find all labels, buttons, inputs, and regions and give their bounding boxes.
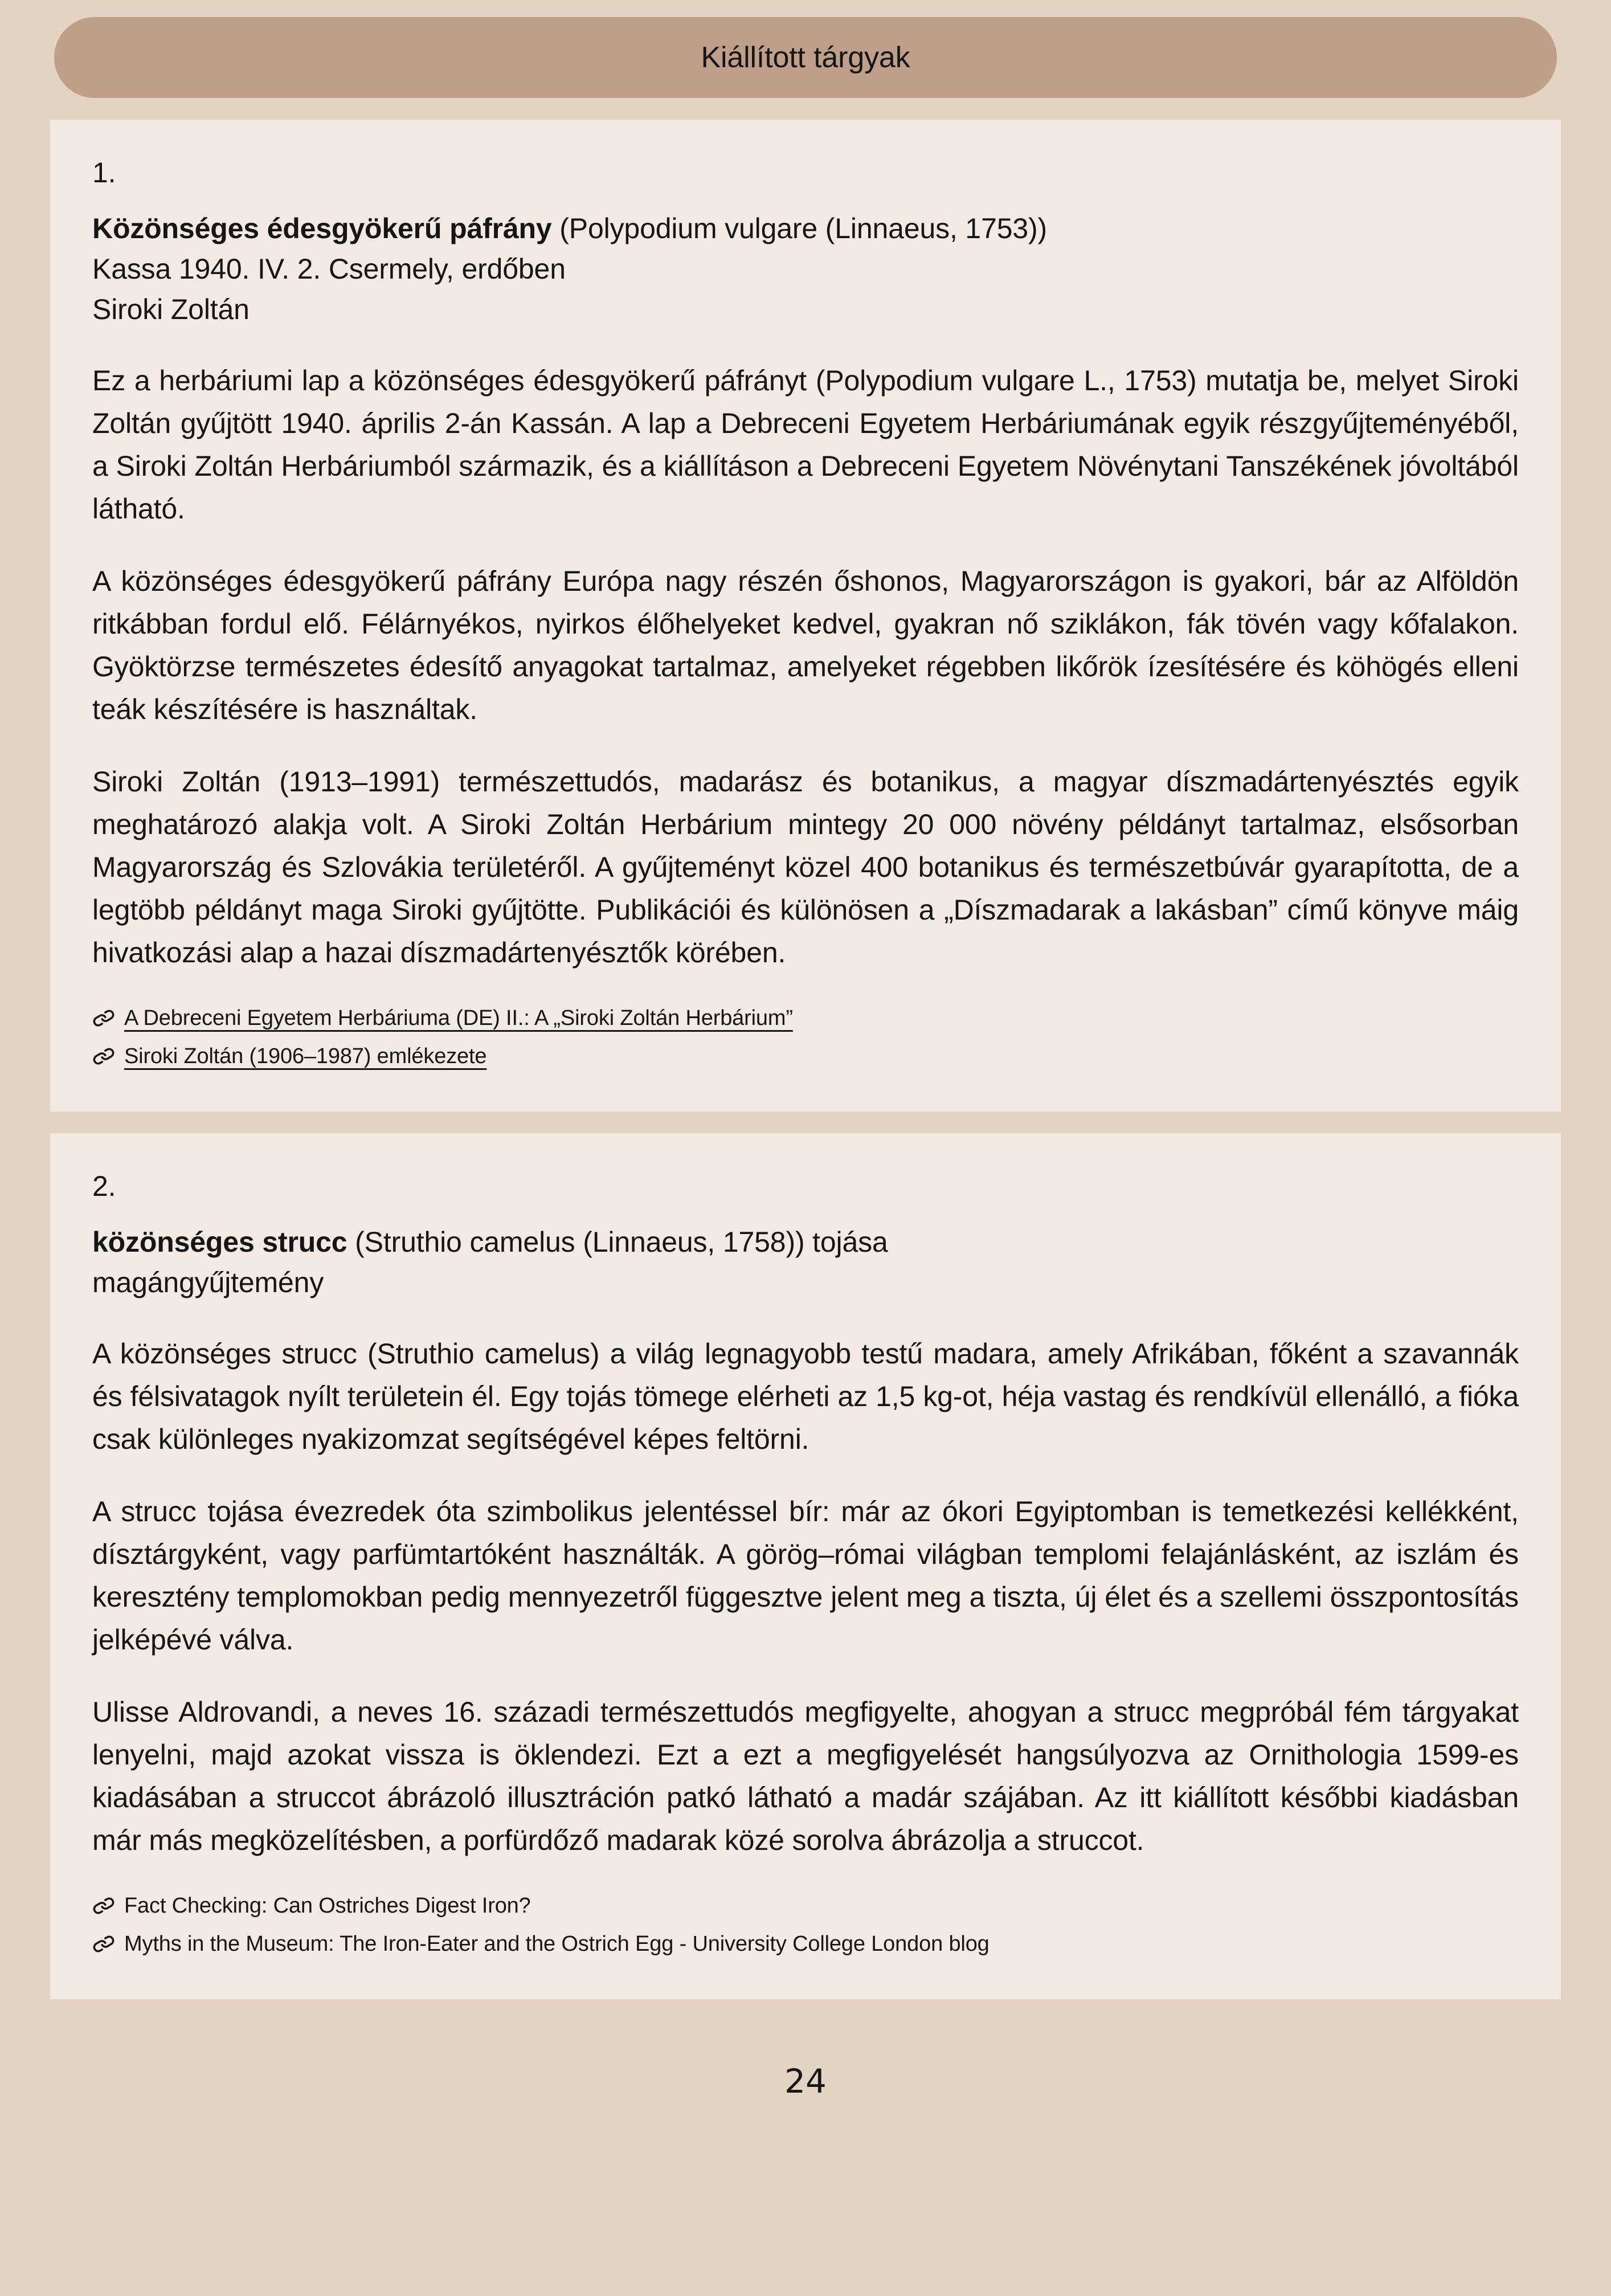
page (0, 17, 1611, 2101)
reference-link[interactable]: Siroki Zoltán (1906–1987) emlékezete (124, 1044, 487, 1068)
item-title-taxon: (Struthio camelus (Linnaeus, 1758)) tojása (347, 1226, 888, 1258)
item-title-name: Közönséges édesgyökerű páfrány (92, 213, 552, 244)
page-title: Kiállított tárgyak (54, 17, 1557, 98)
item-paragraph: Siroki Zoltán (1913–1991) természettudós, madarász és botanikus, a magyar díszmadártenyésztés egyik meghatározó alakja volt. A Siroki Zoltán Herbárium mintegy 20 000 növény példányt tartalmaz, elsősorban Magyarország és Szlovákia területéről. A gyűjteményt közel 400 botanikus és természetbúvár gyarapította, de a legtöbb példányt maga Siroki gyűjtötte. Publikációi és különösen a „Díszmadarak a lakásban” című könyve máig hivatkozási alap a hazai díszmadártenyésztők körében. (92, 766, 1519, 969)
item-collector: Siroki Zoltán (92, 293, 250, 325)
reference-link-row (92, 1925, 1519, 1963)
item-number: 1. (92, 157, 116, 189)
exhibit-card-2 (50, 1133, 1561, 1999)
reference-link[interactable]: A Debreceni Egyetem Herbáriuma (DE) II.: A „Siroki Zoltán Herbárium” (124, 1006, 793, 1030)
page-number: 24 (784, 2062, 827, 2101)
item-paragraph: A közönséges strucc (Struthio camelus) a világ legnagyobb testű madara, amely Afrikában, főként a szavannák és félsivatagok nyílt területein él. Egy tojás tömege elérheti az 1,5 kg-ot, héja vastag és rendkívül ellenálló, a fióka csak különleges nyakizomzat segítségével képes feltörni. (92, 1338, 1519, 1455)
item-paragraph: A közönséges édesgyökerű páfrány Európa nagy részén őshonos, Magyarországon is gyakori, bár az Alföldön ritkábban fordul elő. Félárnyékos, nyirkos élőhelyeket kedvel, gyakran nő sziklákon, fák tövén vagy kőfalakon. Gyöktörzse természetes édesítő anyagokat tartalmaz, amelyeket régebben likőrök ízesítésére és köhögés elleni teák készítésére is használtak. (92, 565, 1519, 725)
item-title (92, 1222, 1519, 1263)
item-title-name: közönséges strucc (92, 1226, 347, 1258)
exhibit-card-1 (50, 120, 1561, 1112)
link-icon (92, 1933, 115, 1955)
item-paragraph: A strucc tojása évezredek óta szimbolikus jelentéssel bír: már az ókori Egyiptomban is temetkezési kellékként, dísztárgyként, vagy parfümtartóként használták. A görög–római világban templomi felajánlásként, az iszlám és keresztény templomokban pedig mennyezetről függesztve jelent meg a tiszta, új élet és a szellemi összpontosítás jelképévé válva. (92, 1496, 1519, 1656)
link-icon (92, 1007, 115, 1029)
reference-links (92, 999, 1519, 1075)
reference-links (92, 1887, 1519, 1963)
item-title (92, 209, 1519, 249)
reference-link-row (92, 999, 1519, 1037)
reference-link[interactable]: Fact Checking: Can Ostriches Digest Iron? (124, 1894, 531, 1918)
item-number: 2. (92, 1170, 116, 1202)
item-collection-info: Kassa 1940. IV. 2. Csermely, erdőben (92, 253, 566, 285)
link-icon (92, 1894, 115, 1917)
item-paragraph: Ez a herbáriumi lap a közönséges édesgyökerű páfrányt (Polypodium vulgare L., 1753) mutatja be, melyet Siroki Zoltán gyűjtött 1940. április 2-án Kassán. A lap a Debreceni Egyetem Herbáriumának egyik részgyűjteményéből, a Siroki Zoltán Herbáriumból származik, és a kiállításon a Debreceni Egyetem Növénytani Tanszékének jóvoltából látható. (92, 365, 1519, 525)
reference-link-row (92, 1037, 1519, 1076)
link-icon (92, 1045, 115, 1068)
item-paragraph: Ulisse Aldrovandi, a neves 16. századi természettudós megfigyelte, ahogyan a strucc megpróbál fém tárgyakat lenyelni, majd azokat vissza is öklendezi. Ezt a ezt a megfigyelését hangsúlyozva az Ornithologia 1599-es kiadásában a struccot ábrázoló illusztráción patkó látható a madár szájában. Az itt kiállított későbbi kiadásban már más megközelítésben, a porfürdőző madarak közé sorolva ábrázolja a struccot. (92, 1696, 1519, 1856)
item-collection-info: magángyűjtemény (92, 1267, 324, 1298)
reference-link[interactable]: Myths in the Museum: The Iron-Eater and the Ostrich Egg - University College London blog (124, 1931, 990, 1956)
reference-link-row (92, 1887, 1519, 1925)
item-title-taxon: (Polypodium vulgare (Linnaeus, 1753)) (551, 213, 1047, 244)
